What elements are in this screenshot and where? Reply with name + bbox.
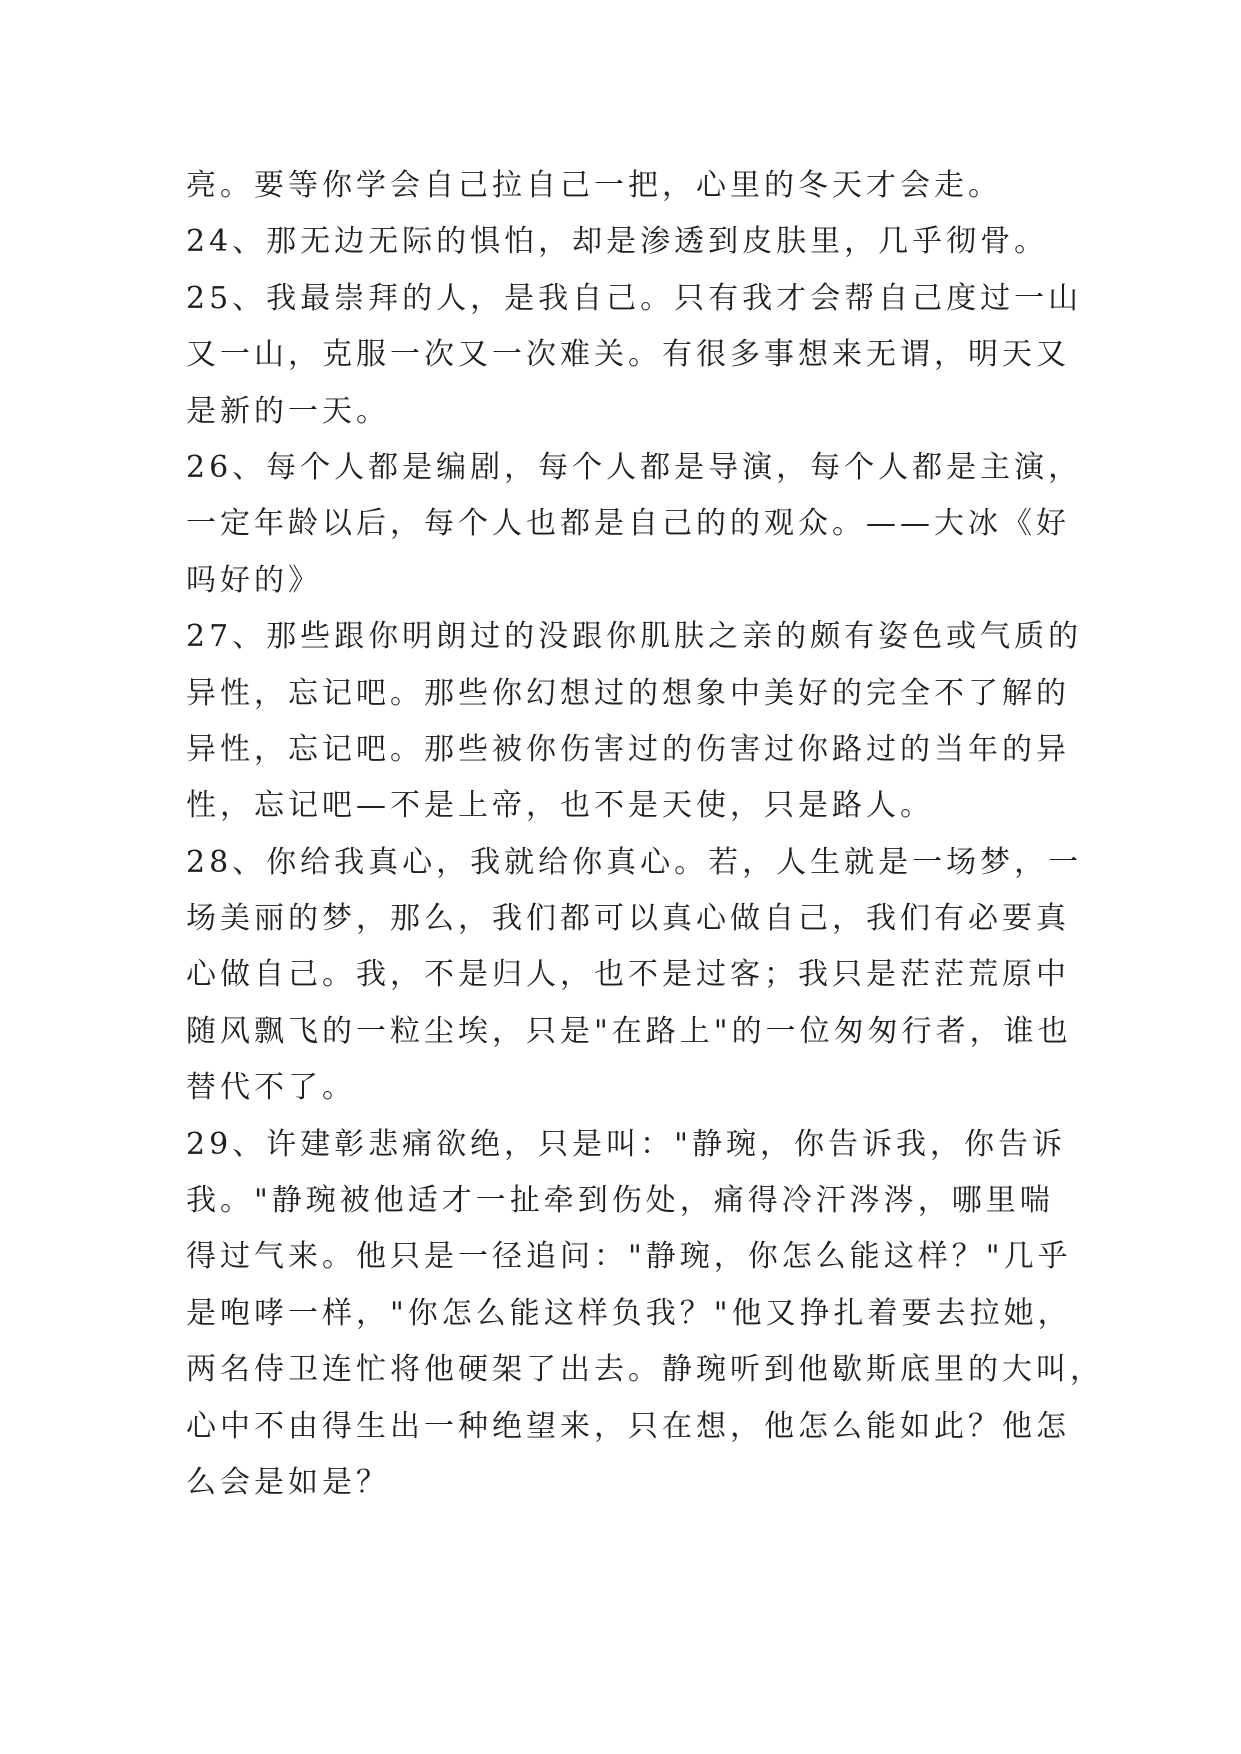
text-line: 24、那无边无际的惧怕，却是渗透到皮肤里，几乎彻骨。 xyxy=(186,224,1049,260)
text-line: 是咆哮一样，"你怎么能这样负我？"他又挣扎着要去拉她， xyxy=(186,1295,1072,1331)
text-line: 28、你给我真心，我就给你真心。若，人生就是一场梦，一 xyxy=(186,844,1083,880)
text-line: 一定年龄以后，每个人也都是自己的的观众。——大冰《好 xyxy=(186,506,1070,542)
text-line: 26、每个人都是编剧，每个人都是导演，每个人都是主演， xyxy=(186,449,1083,485)
text-line: 心做自己。我，不是归人，也不是过客；我只是茫茫荒原中 xyxy=(186,957,1070,993)
text-line: 两名侍卫连忙将他硬架了出去。静琬听到他歇斯底里的大叫， xyxy=(186,1352,1104,1388)
text-line: 心中不由得生出一种绝望来，只在想，他怎么能如此？他怎 xyxy=(186,1408,1070,1444)
text-line: 随风飘飞的一粒尘埃，只是"在路上"的一位匆匆行者，谁也 xyxy=(186,1013,1072,1049)
text-line: 25、我最崇拜的人，是我自己。只有我才会帮自己度过一山 xyxy=(186,280,1083,316)
text-line: 我。"静琬被他适才一扯牵到伤处，痛得冷汗涔涔，哪里喘 xyxy=(186,1183,1054,1219)
text-line: 29、许建彰悲痛欲绝，只是叫："静琬，你告诉我，你告诉 xyxy=(186,1126,1066,1162)
text-line: 性，忘记吧—不是上帝，也不是天使，只是路人。 xyxy=(186,788,934,824)
text-body xyxy=(186,158,1104,1511)
text-line: 替代不了。 xyxy=(186,1070,356,1106)
text-line: 是新的一天。 xyxy=(186,393,390,429)
text-line: 又一山，克服一次又一次难关。有很多事想来无谓，明天又 xyxy=(186,337,1070,373)
text-line: 场美丽的梦，那么，我们都可以真心做自己，我们有必要真 xyxy=(186,901,1070,937)
text-line: 吗好的》 xyxy=(186,562,322,598)
text-line: 27、那些跟你明朗过的没跟你肌肤之亲的颇有姿色或气质的 xyxy=(186,619,1083,655)
text-line: 得过气来。他只是一径追问："静琬，你怎么能这样？"几乎 xyxy=(186,1239,1072,1275)
text-line: 异性，忘记吧。那些被你伤害过的伤害过你路过的当年的异 xyxy=(186,731,1070,767)
text-line: 亮。要等你学会自己拉自己一把，心里的冬天才会走。 xyxy=(186,168,1002,203)
text-line: 异性，忘记吧。那些你幻想过的想象中美好的完全不了解的 xyxy=(186,675,1070,711)
text-line: 么会是如是？ xyxy=(186,1464,390,1500)
